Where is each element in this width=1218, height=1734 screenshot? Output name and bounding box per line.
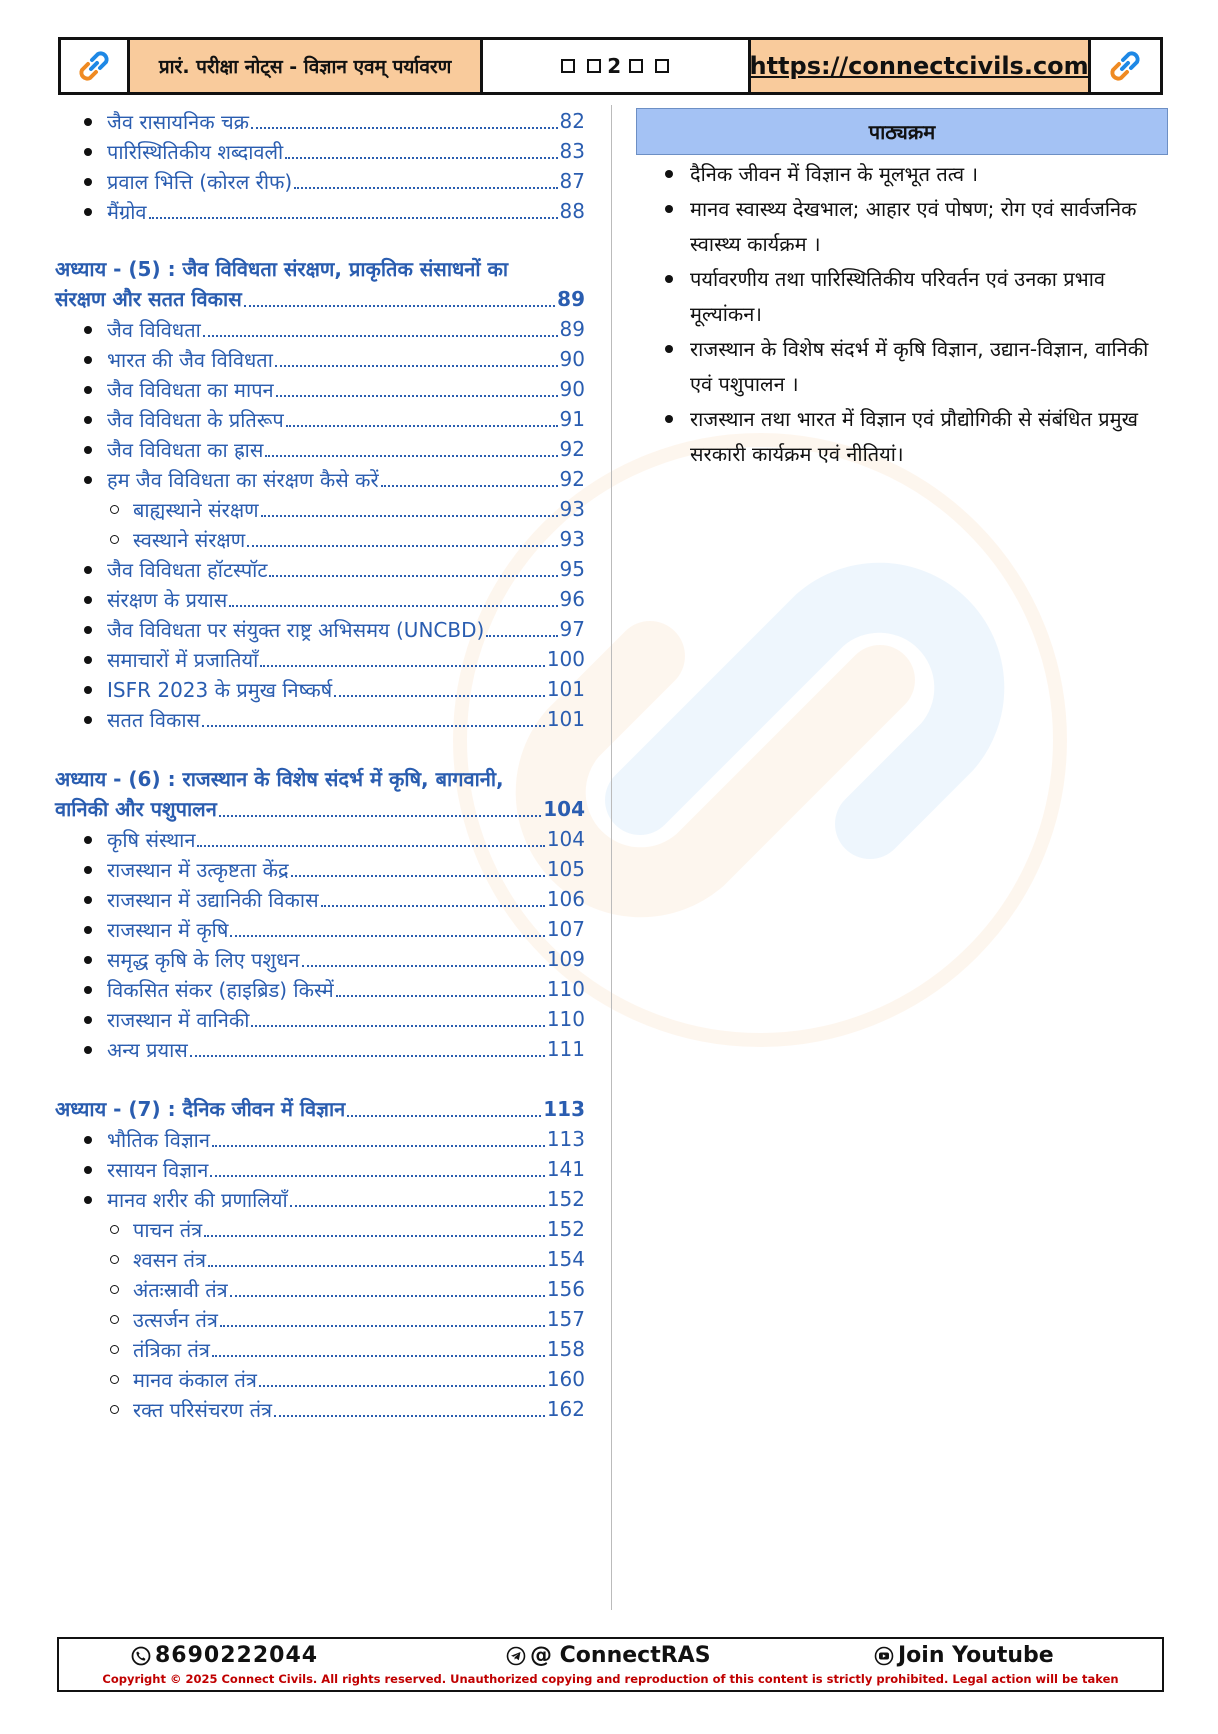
syllabus-item-text: दैनिक जीवन में विज्ञान के मूलभूत तत्व ।: [690, 162, 979, 186]
toc-entry[interactable]: [55, 584, 585, 614]
toc-entry[interactable]: [55, 854, 585, 884]
syllabus-item-text: पर्यावरणीय तथा पारिस्थितिकीय परिवर्तन एवं उनका प्रभाव मूल्यांकन।: [690, 267, 1106, 326]
syllabus-item: [660, 157, 1160, 192]
chapter-5-heading[interactable]: [55, 254, 585, 314]
toc-entry-page: 90: [559, 347, 585, 371]
toc-entry[interactable]: [55, 1124, 585, 1154]
toc-entry[interactable]: [55, 1004, 585, 1034]
bullet-icon: [665, 275, 673, 283]
leader-dots: [486, 635, 557, 637]
leader-dots: [260, 665, 544, 667]
toc-entry-label: रक्त परिसंचरण तंत्र: [133, 1397, 273, 1422]
bullet-icon: [84, 118, 92, 126]
toc-entry-label: राजस्थान में वानिकी: [107, 1007, 250, 1032]
leader-dots: [286, 425, 558, 427]
toc-entry-label: भौतिक विज्ञान: [107, 1127, 210, 1152]
leader-dots: [244, 305, 555, 307]
toc-entry-label: राजस्थान में उत्कृष्टता केंद्र: [107, 857, 289, 882]
leader-dots: [247, 545, 557, 547]
bullet-icon: [84, 1046, 92, 1054]
footer-contacts: [59, 1643, 1162, 1669]
table-of-contents: [55, 106, 585, 1424]
leader-dots: [294, 187, 557, 189]
leader-dots: [202, 725, 545, 727]
toc-entry-page: 106: [546, 887, 585, 911]
leader-dots: [259, 1385, 545, 1387]
toc-entry-page: 101: [546, 707, 585, 731]
toc-entry[interactable]: [55, 944, 585, 974]
leader-dots: [290, 1205, 545, 1207]
leader-dots: [276, 395, 558, 397]
toc-entry-page: 83: [559, 139, 585, 163]
toc-entry-label: मानव शरीर की प्रणालियाँ: [107, 1187, 288, 1212]
hollow-bullet-icon: [110, 1285, 119, 1294]
telegram-handle: @ ConnectRAS: [530, 1643, 711, 1668]
header-right-link-cell: [1091, 40, 1160, 92]
leader-dots: [336, 995, 545, 997]
leader-dots: [230, 1295, 545, 1297]
bullet-icon: [84, 416, 92, 424]
leader-dots: [261, 515, 558, 517]
toc-subentry[interactable]: [55, 1304, 585, 1334]
leader-dots: [212, 1355, 545, 1357]
header-title: प्रारं. परीक्षा नोट्स - विज्ञान एवम् पर्यावरण: [130, 40, 482, 92]
toc-entry-page: 104: [546, 827, 585, 851]
toc-entry-label: बाह्यस्थाने संरक्षण: [133, 497, 259, 522]
hollow-bullet-icon: [110, 1255, 119, 1264]
page-footer: [57, 1637, 1164, 1692]
bullet-icon: [84, 656, 92, 664]
header-left-link-cell: [61, 40, 130, 92]
bullet-icon: [84, 836, 92, 844]
link-icon: [1103, 44, 1147, 88]
bullet-icon: [84, 148, 92, 156]
toc-entry-page: 92: [559, 437, 585, 461]
bullet-icon: [665, 205, 673, 213]
toc-top-entries: [55, 106, 585, 226]
toc-entry-page: 162: [546, 1397, 585, 1421]
leader-dots: [219, 815, 541, 817]
bullet-icon: [84, 566, 92, 574]
toc-entry-label: राजस्थान में उद्यानिकी विकास: [107, 887, 319, 912]
toc-entry-label: जैव विविधता के प्रतिरूप: [107, 407, 284, 432]
toc-entry-label: जैव विविधता का मापन: [107, 377, 274, 402]
bullet-icon: [84, 1136, 92, 1144]
bullet-icon: [84, 716, 92, 724]
bullet-icon: [84, 986, 92, 994]
chapter-7-line1-row: [55, 1094, 585, 1124]
leader-dots: [208, 1265, 545, 1267]
box-glyph: [587, 59, 601, 73]
chapter-5-entries: [55, 314, 585, 734]
bullet-icon: [84, 626, 92, 634]
leader-dots: [285, 157, 557, 159]
toc-entry-page: 82: [559, 109, 585, 133]
toc-subentry[interactable]: [55, 1364, 585, 1394]
leader-dots: [204, 1235, 545, 1237]
toc-entry[interactable]: [55, 674, 585, 704]
bullet-icon: [665, 415, 673, 423]
toc-entry-label: जैव रासायनिक चक्र: [107, 109, 250, 134]
leader-dots: [197, 845, 544, 847]
toc-entry-label: भारत की जैव विविधता: [107, 347, 273, 372]
leader-dots: [190, 1055, 545, 1057]
toc-entry-page: 92: [559, 467, 585, 491]
toc-entry[interactable]: [55, 1034, 585, 1064]
hollow-bullet-icon: [110, 1345, 119, 1354]
telegram-icon: [506, 1646, 526, 1666]
toc-entry[interactable]: [55, 974, 585, 1004]
leader-dots: [275, 365, 558, 367]
toc-subentry[interactable]: [55, 1244, 585, 1274]
chapter-5-line1: अध्याय - (5) : जैव विविधता संरक्षण, प्राकृतिक संसाधनों का: [55, 257, 509, 281]
toc-entry-page: 89: [559, 317, 585, 341]
toc-entry[interactable]: [55, 404, 585, 434]
leader-dots: [149, 217, 558, 219]
toc-entry[interactable]: [55, 1184, 585, 1214]
toc-entry-label: श्वसन तंत्र: [133, 1247, 207, 1272]
chapter-6-line2-row: [55, 794, 585, 824]
toc-entry-label: ISFR 2023 के प्रमुख निष्कर्ष: [107, 677, 333, 702]
page-header: [58, 37, 1163, 95]
leader-dots: [203, 335, 558, 337]
link-icon: [72, 44, 116, 88]
chapter-5-line2-row: [55, 284, 585, 314]
toc-entry-page: 110: [546, 977, 585, 1001]
toc-entry-page: 97: [559, 617, 585, 641]
toc-entry-label: तंत्रिका तंत्र: [133, 1337, 210, 1362]
toc-entry-page: 93: [559, 527, 585, 551]
toc-entry-page: 160: [546, 1367, 585, 1391]
leader-dots: [212, 1145, 545, 1147]
toc-entry-label: स्वस्थाने संरक्षण: [133, 527, 246, 552]
hollow-bullet-icon: [110, 1225, 119, 1234]
toc-entry-page: 152: [546, 1187, 585, 1211]
toc-entry[interactable]: [55, 464, 585, 494]
syllabus-list: [660, 157, 1160, 472]
leader-dots: [210, 1175, 544, 1177]
chapter-6-heading[interactable]: [55, 764, 585, 824]
chapter-6-entries: [55, 824, 585, 1064]
hollow-bullet-icon: [110, 1375, 119, 1384]
bullet-icon: [84, 926, 92, 934]
toc-entry-page: 100: [546, 647, 585, 671]
toc-entry[interactable]: [55, 434, 585, 464]
toc-entry[interactable]: [55, 824, 585, 854]
toc-entry-page: 110: [546, 1007, 585, 1031]
toc-entry-page: 95: [559, 557, 585, 581]
header-url-link[interactable]: https://connectcivils.com: [751, 40, 1091, 92]
syllabus-item-text: राजस्थान तथा भारत में विज्ञान एवं प्रौद्योगिकी से संबंधित प्रमुख सरकारी कार्यक्रम एवं नीतियां।: [690, 407, 1138, 466]
toc-entry[interactable]: [55, 884, 585, 914]
toc-entry[interactable]: [55, 166, 585, 196]
toc-entry-label: मैंग्रोव: [107, 199, 147, 224]
toc-entry-page: 111: [546, 1037, 585, 1061]
bullet-icon: [84, 356, 92, 364]
bullet-icon: [84, 476, 92, 484]
page-number: 2: [607, 54, 624, 78]
toc-entry[interactable]: [55, 704, 585, 734]
toc-entry-page: 158: [546, 1337, 585, 1361]
toc-entry-label: जैव विविधता का ह्रास: [107, 437, 264, 462]
bullet-icon: [665, 345, 673, 353]
toc-entry[interactable]: [55, 314, 585, 344]
toc-subentry[interactable]: [55, 1214, 585, 1244]
toc-subentry[interactable]: [55, 494, 585, 524]
bullet-icon: [84, 1166, 92, 1174]
toc-entry[interactable]: [55, 136, 585, 166]
bullet-icon: [84, 446, 92, 454]
leader-dots: [334, 695, 545, 697]
bullet-icon: [84, 686, 92, 694]
toc-entry-page: 96: [559, 587, 585, 611]
toc-entry-label: जैव विविधता पर संयुक्त राष्ट्र अभिसमय (UNCBD): [107, 617, 485, 642]
toc-entry-label: मानव कंकाल तंत्र: [133, 1367, 257, 1392]
column-divider: [611, 105, 612, 1610]
toc-entry-label: राजस्थान में कृषि: [107, 917, 229, 942]
leader-dots: [269, 575, 557, 577]
leader-dots: [302, 965, 545, 967]
leader-dots: [251, 127, 558, 129]
toc-entry[interactable]: [55, 554, 585, 584]
toc-entry-label: जैव विविधता: [107, 317, 201, 342]
toc-entry-label: अंतःस्रावी तंत्र: [133, 1277, 228, 1302]
toc-entry-page: 101: [546, 677, 585, 701]
box-glyph: [629, 59, 643, 73]
leader-dots: [265, 455, 557, 457]
toc-entry-label: रसायन विज्ञान: [107, 1157, 209, 1182]
toc-entry-page: 88: [559, 199, 585, 223]
toc-entry[interactable]: [55, 914, 585, 944]
copyright-notice: Copyright © 2025 Connect Civils. All rights reserved. Unauthorized copying and reproduction of this content is strictly prohibited. Legal action will be taken: [102, 1672, 1119, 1686]
chapter-7-page: 113: [543, 1097, 585, 1121]
syllabus-item: [660, 402, 1160, 472]
leader-dots: [251, 1025, 544, 1027]
bullet-icon: [84, 956, 92, 964]
hollow-bullet-icon: [110, 1315, 119, 1324]
chapter-7-line1: अध्याय - (7) : दैनिक जीवन में विज्ञान: [55, 1097, 346, 1121]
toc-entry-label: अन्य प्रयास: [107, 1037, 188, 1062]
syllabus-item: [660, 262, 1160, 332]
toc-entry-page: 156: [546, 1277, 585, 1301]
toc-entry-page: 157: [546, 1307, 585, 1331]
leader-dots: [321, 905, 545, 907]
toc-subentry[interactable]: [55, 1394, 585, 1424]
chapter-5-line2: संरक्षण और सतत विकास: [55, 287, 242, 311]
toc-entry[interactable]: [55, 106, 585, 136]
toc-subentry[interactable]: [55, 1334, 585, 1364]
toc-subentry[interactable]: [55, 1274, 585, 1304]
toc-entry-label: उत्सर्जन तंत्र: [133, 1307, 218, 1332]
chapter-5-page: 89: [557, 287, 585, 311]
chapter-6-line1: अध्याय - (6) : राजस्थान के विशेष संदर्भ में कृषि, बागवानी,: [55, 767, 504, 791]
toc-entry-label: सतत विकास: [107, 707, 201, 732]
chapter-7-heading[interactable]: [55, 1094, 585, 1124]
leader-dots: [291, 875, 545, 877]
phone-icon: [131, 1646, 151, 1666]
box-glyph: [561, 59, 575, 73]
bullet-icon: [84, 1016, 92, 1024]
toc-entry-page: 93: [559, 497, 585, 521]
toc-entry-label: पाचन तंत्र: [133, 1217, 203, 1242]
bullet-icon: [84, 386, 92, 394]
box-glyph: [655, 59, 669, 73]
toc-entry[interactable]: [55, 374, 585, 404]
syllabus-heading: पाठ्यक्रम: [636, 108, 1168, 155]
leader-dots: [347, 1115, 541, 1117]
toc-entry-page: 109: [546, 947, 585, 971]
toc-entry[interactable]: [55, 1154, 585, 1184]
toc-entry-page: 113: [546, 1127, 585, 1151]
syllabus-item-text: मानव स्वास्थ्य देखभाल; आहार एवं पोषण; रोग एवं सार्वजनिक स्वास्थ्य कार्यक्रम ।: [690, 197, 1137, 256]
toc-entry-page: 90: [559, 377, 585, 401]
bullet-icon: [84, 596, 92, 604]
toc-entry-label: हम जैव विविधता का संरक्षण कैसे करें: [107, 467, 379, 492]
leader-dots: [229, 605, 557, 607]
hollow-bullet-icon: [110, 505, 119, 514]
header-page-number: [483, 40, 751, 92]
footer-phone[interactable]: [131, 1643, 318, 1668]
bullet-icon: [665, 170, 673, 178]
toc-entry-label: पारिस्थितिकीय शब्दावली: [107, 139, 284, 164]
syllabus-item: [660, 192, 1160, 262]
toc-entry-label: समाचारों में प्रजातियाँ: [107, 647, 259, 672]
toc-entry[interactable]: [55, 614, 585, 644]
bullet-icon: [84, 208, 92, 216]
toc-entry-page: 141: [546, 1157, 585, 1181]
phone-number: 8690222044: [155, 1643, 319, 1668]
toc-entry-page: 152: [546, 1217, 585, 1241]
leader-dots: [274, 1415, 545, 1417]
footer-telegram[interactable]: [506, 1643, 711, 1668]
toc-entry[interactable]: [55, 344, 585, 374]
toc-entry-label: प्रवाल भित्ति (कोरल रीफ): [107, 169, 293, 194]
bullet-icon: [84, 866, 92, 874]
toc-entry-page: 107: [546, 917, 585, 941]
toc-entry-page: 87: [559, 169, 585, 193]
hollow-bullet-icon: [110, 535, 119, 544]
footer-youtube[interactable]: [874, 1643, 1054, 1668]
bullet-icon: [84, 326, 92, 334]
toc-entry-label: कृषि संस्थान: [107, 827, 196, 852]
bullet-icon: [84, 1196, 92, 1204]
syllabus-item-text: राजस्थान के विशेष संदर्भ में कृषि विज्ञान, उद्यान-विज्ञान, वानिकी एवं पशुपालन ।: [690, 337, 1149, 396]
youtube-label: Join Youtube: [898, 1643, 1054, 1668]
toc-entry-page: 91: [559, 407, 585, 431]
toc-entry-label: संरक्षण के प्रयास: [107, 587, 228, 612]
leader-dots: [230, 935, 544, 937]
toc-entry[interactable]: [55, 644, 585, 674]
toc-entry-page: 105: [546, 857, 585, 881]
leader-dots: [381, 485, 558, 487]
chapter-6-line2: वानिकी और पशुपालन: [55, 797, 217, 821]
chapter-6-page: 104: [543, 797, 585, 821]
leader-dots: [220, 1325, 545, 1327]
syllabus-item: [660, 332, 1160, 402]
bullet-icon: [84, 178, 92, 186]
toc-entry[interactable]: [55, 196, 585, 226]
toc-entry-label: जैव विविधता हॉटस्पॉट: [107, 557, 268, 582]
toc-subentry[interactable]: [55, 524, 585, 554]
toc-entry-label: विकसित संकर (हाइब्रिड) किस्में: [107, 977, 334, 1002]
hollow-bullet-icon: [110, 1405, 119, 1414]
chapter-7-entries: [55, 1124, 585, 1424]
toc-entry-label: समृद्ध कृषि के लिए पशुधन: [107, 947, 300, 972]
bullet-icon: [84, 896, 92, 904]
toc-entry-page: 154: [546, 1247, 585, 1271]
youtube-icon: [874, 1646, 894, 1666]
